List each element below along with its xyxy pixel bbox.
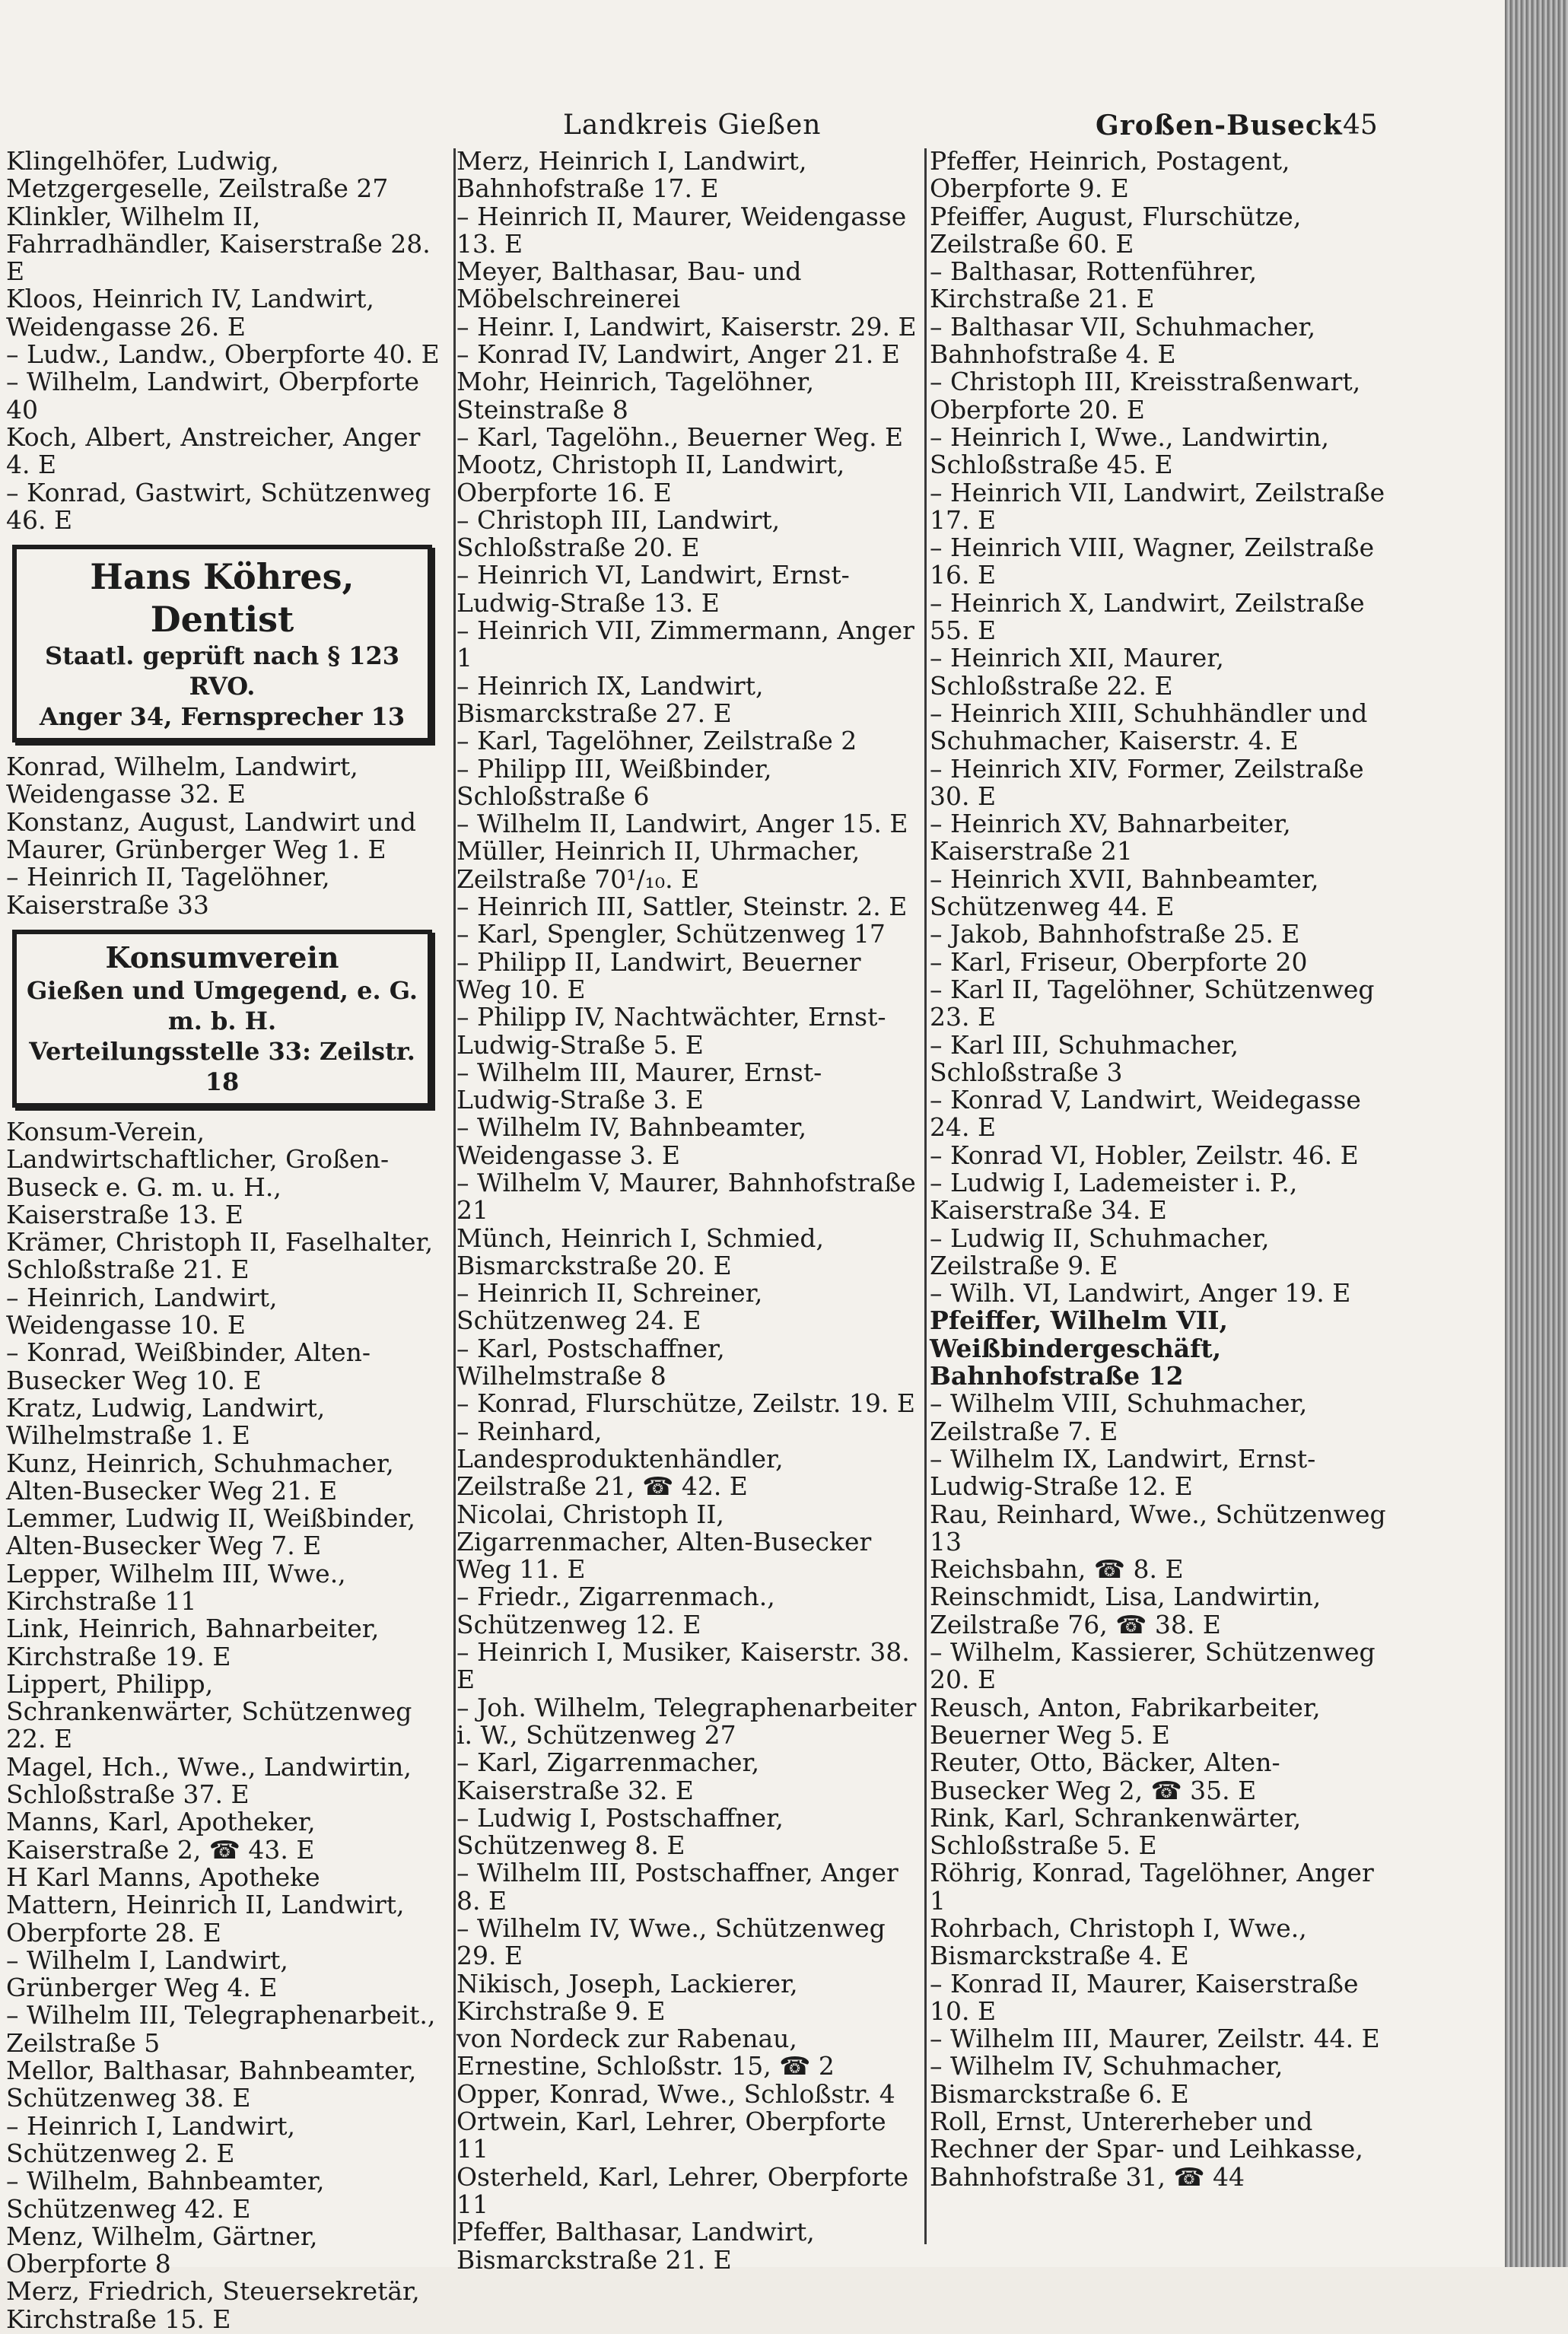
directory-entry: Kratz, Ludwig, Landwirt, Wilhelmstraße 1. E <box>6 1392 326 1451</box>
directory-entry: – Reinhard, Landesproduktenhändler, Zeilstraße 21, ☎ 42. E <box>456 1416 784 1502</box>
directory-entry: Roll, Ernst, Untererheber und Rechner der Spar- und Leihkasse, Bahnhofstraße 31, ☎ 44 <box>930 2107 1363 2192</box>
directory-entry: Menz, Wilhelm, Gärtner, Oberpforte 8 <box>6 2221 318 2279</box>
directory-entry: – Christoph III, Kreisstraßenwart, Oberpforte 20. E <box>930 367 1361 425</box>
directory-entry: – Wilhelm IV, Schuhmacher, Bismarckstraße 6. E <box>930 2051 1283 2109</box>
directory-entry: Magel, Hch., Wwe., Landwirtin, Schloßstraße 37. E <box>6 1751 412 1810</box>
directory-entry: – Heinrich, Landwirt, Weidengasse 10. E <box>6 1282 278 1340</box>
ad-line: Gießen und Umgegend, e. G. m. b. H. <box>26 975 418 1035</box>
ad-line: Staatl. geprüft nach § 123 RVO. <box>44 641 400 701</box>
book-page-edges <box>1505 0 1568 2267</box>
directory-entry: – Philipp III, Weißbinder, Schloßstraße 6 <box>456 753 772 811</box>
directory-entry: – Ludwig I, Postschaffner, Schützenweg 8. E <box>456 1802 784 1861</box>
directory-entry: Osterheld, Karl, Lehrer, Oberpforte 11 <box>456 2161 909 2219</box>
directory-entry: – Heinrich XVII, Bahnbeamter, Schützenweg 44. E <box>930 863 1319 922</box>
directory-entry: – Heinrich II, Schreiner, Schützenweg 24. E <box>456 1278 763 1336</box>
directory-entry: – Heinrich III, Sattler, Steinstr. 2. E <box>456 892 908 922</box>
directory-entry: Kunz, Heinrich, Schuhmacher, Alten-Busecker Weg 21. E <box>6 1448 394 1506</box>
directory-entry: Pfeffer, Heinrich, Postagent, Oberpforte 9. E <box>930 146 1290 204</box>
directory-entry: Pfeiffer, Wilhelm VII, Weißbindergeschäft, Bahnhofstraße 12 <box>930 1305 1229 1391</box>
directory-entry: Krämer, Christoph II, Faselhalter, Schloßstraße 21. E <box>6 1227 434 1285</box>
directory-entry: – Wilhelm, Kassierer, Schützenweg 20. E <box>930 1637 1376 1695</box>
directory-entry: – Konrad, Flurschütze, Zeilstr. 19. E <box>456 1388 915 1419</box>
directory-entry: Lippert, Philipp, Schrankenwärter, Schützenweg 22. E <box>6 1668 412 1754</box>
directory-entry: Pfeffer, Balthasar, Landwirt, Bismarckstraße 21. E <box>456 2217 815 2275</box>
column-1 <box>6 148 440 2333</box>
directory-entry: Lepper, Wilhelm III, Wwe., Kirchstraße 11 <box>6 1558 346 1616</box>
directory-entry: – Heinrich VI, Landwirt, Ernst-Ludwig-Straße 13. E <box>456 560 850 618</box>
directory-entry: Röhrig, Konrad, Tagelöhner, Anger 1 <box>930 1858 1374 1916</box>
directory-entry: – Heinrich VIII, Wagner, Zeilstraße 16. E <box>930 533 1375 590</box>
directory-entry: – Karl, Tagelöhn., Beuerner Weg. E <box>456 421 904 452</box>
directory-entry: – Wilhelm V, Maurer, Bahnhofstraße 21 <box>456 1167 916 1226</box>
directory-entry: – Ludwig II, Schuhmacher, Zeilstraße 9. E <box>930 1223 1270 1280</box>
directory-entry: Mellor, Balthasar, Bahnbeamter, Schützenweg 38. E <box>6 2056 417 2113</box>
directory-entry: – Heinrich XII, Maurer, Schloßstraße 22. E <box>930 643 1224 701</box>
directory-entry: – Wilhelm IX, Landwirt, Ernst-Ludwig-Straße 12. E <box>930 1443 1316 1502</box>
directory-entry: Lemmer, Ludwig II, Weißbinder, Alten-Busecker Weg 7. E <box>6 1503 416 1561</box>
page-header <box>0 105 1510 151</box>
directory-entry: – Wilhelm IV, Wwe., Schützenweg 29. E <box>456 1913 886 1971</box>
directory-entry: Mattern, Heinrich II, Landwirt, Oberpforte 28. E <box>6 1890 405 1948</box>
directory-entry: – Heinr. I, Landwirt, Kaiserstr. 29. E <box>456 311 917 342</box>
directory-entry: – Heinrich XIV, Former, Zeilstraße 30. E <box>930 753 1364 811</box>
directory-entry: Ortwein, Karl, Lehrer, Oberpforte 11 <box>456 2107 886 2164</box>
directory-entry: Mootz, Christoph II, Landwirt, Oberpforte 16. E <box>456 450 845 507</box>
ad-title: Hans Köhres, Dentist <box>90 556 355 641</box>
directory-entry: – Konrad, Weißbinder, Alten-Busecker Weg 10. E <box>6 1337 371 1395</box>
directory-entry: – Philipp IV, Nachtwächter, Ernst-Ludwig-Straße 5. E <box>456 1002 886 1060</box>
directory-entry: – Karl, Postschaffner, Wilhelmstraße 8 <box>456 1333 725 1391</box>
directory-entry: – Heinrich VII, Zimmermann, Anger 1 <box>456 615 914 673</box>
directory-entry: Klingelhöfer, Ludwig, Metzgergeselle, Zeilstraße 27 <box>6 146 389 204</box>
directory-entry: – Heinrich IX, Landwirt, Bismarckstraße 27. E <box>456 670 764 728</box>
directory-entry: Konsum-Verein, Landwirtschaftlicher, Großen-Buseck e. G. m. u. H., Kaiserstraße 13. E <box>6 1116 390 1229</box>
directory-entry: – Wilhelm IV, Bahnbeamter, Weidengasse 3. E <box>456 1112 807 1170</box>
directory-entry: – Wilhelm III, Maurer, Zeilstr. 44. E <box>930 2024 1380 2054</box>
ad-line: Verteilungsstelle 33: Zeilstr. 18 <box>29 1036 415 1096</box>
directory-entry: – Karl, Friseur, Oberpforte 20 <box>930 946 1308 977</box>
directory-entry: – Ludwig I, Lademeister i. P., Kaiserstraße 34. E <box>930 1167 1298 1226</box>
directory-entry: – Heinrich XIII, Schuhhändler und Schuhmacher, Kaiserstr. 4. E <box>930 698 1368 756</box>
directory-entry: Münch, Heinrich I, Schmied, Bismarckstraße 20. E <box>456 1223 825 1280</box>
directory-entry: Link, Heinrich, Bahnarbeiter, Kirchstraße 19. E <box>6 1614 380 1671</box>
directory-entry: Reusch, Anton, Fabrikarbeiter, Beuerner Weg 5. E <box>930 1692 1321 1750</box>
directory-entry: – Heinrich II, Tagelöhner, Kaiserstraße 33 <box>6 862 330 920</box>
directory-entry: – Wilhelm III, Telegraphenarbeit., Zeilstraße 5 <box>6 2000 436 2058</box>
directory-entry: – Wilhelm VIII, Schuhmacher, Zeilstraße 7. E <box>930 1388 1308 1446</box>
column-3 <box>930 148 1398 2191</box>
directory-entry: – Wilhelm I, Landwirt, Grünberger Weg 4. E <box>6 1944 288 2003</box>
directory-entry: – Jakob, Bahnhofstraße 25. E <box>930 919 1300 949</box>
directory-entry: Müller, Heinrich II, Uhrmacher, Zeilstraße 70¹/₁₀. E <box>456 836 860 894</box>
directory-entry: Nicolai, Christoph II, Zigarrenmacher, Alten-Busecker Weg 11. E <box>456 1499 872 1585</box>
directory-entry: – Wilh. VI, Landwirt, Anger 19. E <box>930 1278 1351 1309</box>
directory-entry: Nikisch, Joseph, Lackierer, Kirchstraße 9. E <box>456 1968 798 2026</box>
directory-entry: – Karl, Zigarrenmacher, Kaiserstraße 32. E <box>456 1747 760 1805</box>
directory-entry: – Konrad VI, Hobler, Zeilstr. 46. E <box>930 1140 1359 1170</box>
directory-entry: H Karl Manns, Apotheke <box>6 1862 320 1892</box>
column-2 <box>456 148 917 2274</box>
directory-entry: – Heinrich I, Wwe., Landwirtin, Schloßstraße 45. E <box>930 421 1329 480</box>
directory-entry: – Heinrich I, Landwirt, Schützenweg 2. E <box>6 2110 295 2168</box>
directory-entry: – Heinrich X, Landwirt, Zeilstraße 55. E <box>930 587 1365 646</box>
directory-entry: – Heinrich XV, Bahnarbeiter, Kaiserstraße 21 <box>930 809 1291 867</box>
directory-entry: – Karl II, Tagelöhner, Schützenweg 23. E <box>930 974 1375 1032</box>
directory-entry: Koch, Albert, Anstreicher, Anger 4. E <box>6 421 421 480</box>
column-divider <box>453 148 456 2244</box>
directory-entry: – Joh. Wilhelm, Telegraphenarbeiter i. W., Schützenweg 27 <box>456 1692 917 1750</box>
directory-entry: – Karl III, Schuhmacher, Schloßstraße 3 <box>930 1029 1239 1087</box>
directory-entry: Manns, Karl, Apotheker, Kaiserstraße 2, ☎ 43. E <box>6 1807 316 1865</box>
directory-entry: Reinschmidt, Lisa, Landwirtin, Zeilstraße 76, ☎ 38. E <box>930 1582 1322 1639</box>
directory-entry: – Christoph III, Landwirt, Schloßstraße 20. E <box>456 504 781 563</box>
directory-entry: – Ludw., Landw., Oberpforte 40. E <box>6 339 440 370</box>
directory-entry: Kloos, Heinrich IV, Landwirt, Weidengasse 26. E <box>6 284 374 342</box>
header-title: Landkreis Gießen <box>563 110 822 141</box>
directory-entry: Opper, Konrad, Wwe., Schloßstr. 4 <box>456 2078 895 2109</box>
directory-entry: Konstanz, August, Landwirt und Maurer, Grünberger Weg 1. E <box>6 806 416 865</box>
directory-entry: Reichsbahn, ☎ 8. E <box>930 1554 1184 1585</box>
directory-entry: – Heinrich I, Musiker, Kaiserstr. 38. E <box>456 1637 910 1695</box>
directory-entry: – Heinrich II, Maurer, Weidengasse 13. E <box>456 201 907 259</box>
directory-entry: von Nordeck zur Rabenau, Ernestine, Schloßstr. 15, ☎ 2 <box>456 2024 835 2081</box>
directory-entry: Mohr, Heinrich, Tagelöhner, Steinstraße 8 <box>456 367 815 425</box>
directory-entry: – Konrad IV, Landwirt, Anger 21. E <box>456 339 900 370</box>
header-section: Großen-Buseck <box>1096 110 1343 142</box>
directory-entry: – Wilhelm, Bahnbeamter, Schützenweg 42. E <box>6 2166 325 2224</box>
directory-entry: Meyer, Balthasar, Bau- und Möbelschreinerei <box>456 256 802 314</box>
directory-entry: Rohrbach, Christoph I, Wwe., Bismarckstraße 4. E <box>930 1913 1307 1971</box>
advertisement-konsumverein <box>12 930 432 1108</box>
directory-entry: – Heinrich VII, Landwirt, Zeilstraße 17. E <box>930 477 1385 535</box>
directory-entry: – Karl, Spengler, Schützenweg 17 <box>456 919 886 949</box>
directory-entry: Merz, Friedrich, Steuersekretär, Kirchstraße 15. E <box>6 2276 420 2334</box>
directory-entry: – Balthasar VII, Schuhmacher, Bahnhofstraße 4. E <box>930 311 1316 370</box>
directory-entry: – Wilhelm, Landwirt, Oberpforte 40 <box>6 367 420 425</box>
ad-line: Anger 34, Fernsprecher 13 <box>39 702 406 732</box>
directory-entry: – Philipp II, Landwirt, Beuerner Weg 10. E <box>456 946 861 1004</box>
directory-entry: – Konrad V, Landwirt, Weidegasse 24. E <box>930 1085 1361 1143</box>
directory-entry: – Wilhelm II, Landwirt, Anger 15. E <box>456 809 908 839</box>
directory-entry: Reuter, Otto, Bäcker, Alten-Busecker Weg 2, ☎ 35. E <box>930 1747 1280 1805</box>
directory-entry: – Karl, Tagelöhner, Zeilstraße 2 <box>456 726 857 756</box>
directory-entry: – Balthasar, Rottenführer, Kirchstraße 21. E <box>930 256 1258 314</box>
page-number: 45 <box>1343 110 1378 141</box>
directory-entry: Rink, Karl, Schrankenwärter, Schloßstraße 5. E <box>930 1802 1302 1861</box>
directory-entry: Konrad, Wilhelm, Landwirt, Weidengasse 32. E <box>6 752 358 809</box>
directory-entry: – Wilhelm III, Maurer, Ernst-Ludwig-Straße 3. E <box>456 1057 822 1115</box>
directory-entry: Klinkler, Wilhelm II, Fahrradhändler, Kaiserstraße 28. E <box>6 201 431 287</box>
directory-entry: Pfeiffer, August, Flurschütze, Zeilstraße 60. E <box>930 201 1302 259</box>
directory-entry: – Konrad II, Maurer, Kaiserstraße 10. E <box>930 1968 1359 2026</box>
directory-entry: – Wilhelm III, Postschaffner, Anger 8. E <box>456 1858 898 1916</box>
ad-title: Konsumverein <box>105 940 339 975</box>
directory-entry: Merz, Heinrich I, Landwirt, Bahnhofstraße 17. E <box>456 146 807 204</box>
directory-entry: Rau, Reinhard, Wwe., Schützenweg 13 <box>930 1499 1386 1557</box>
directory-entry: – Konrad, Gastwirt, Schützenweg 46. E <box>6 477 431 535</box>
directory-entry: – Friedr., Zigarrenmach., Schützenweg 12. E <box>456 1582 775 1639</box>
column-divider <box>924 148 927 2244</box>
advertisement-dentist <box>12 545 432 742</box>
